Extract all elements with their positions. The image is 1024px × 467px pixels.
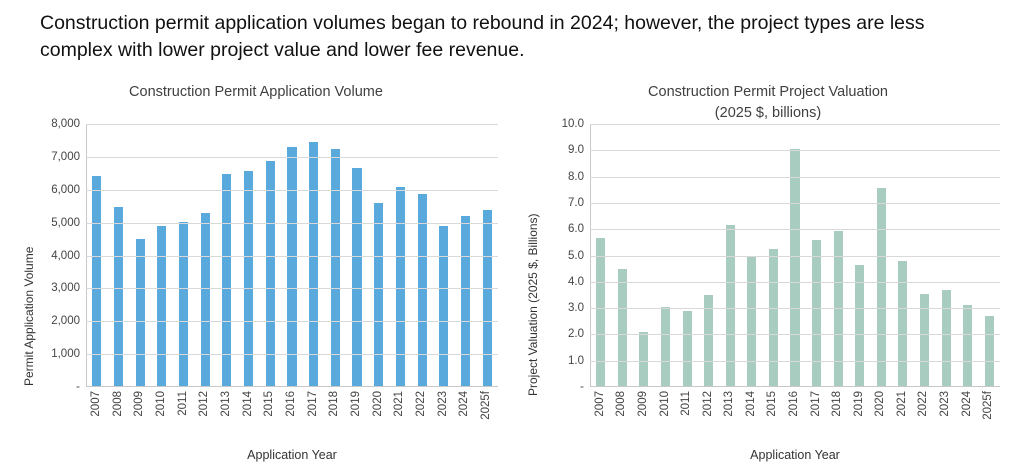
gridline (86, 288, 498, 289)
bar (985, 316, 994, 387)
gridline (590, 361, 1000, 362)
gridline (590, 256, 1000, 257)
gridline (590, 282, 1000, 283)
bar (726, 225, 735, 387)
bar (114, 207, 123, 387)
bar (855, 265, 864, 387)
x-tick-label: 2022 (917, 391, 930, 417)
y-tick-label: 6.0 (568, 223, 584, 236)
chart-title-left-line1: Construction Permit Application Volume (129, 84, 383, 100)
bar (201, 213, 210, 387)
y-tick-label: 1.0 (568, 354, 584, 367)
bar (92, 176, 101, 387)
bar (483, 210, 492, 387)
y-tick-label: 2.0 (568, 328, 584, 341)
x-tick-label: 2013 (219, 391, 232, 417)
x-tick-label: 2008 (615, 391, 628, 417)
bar (877, 188, 886, 387)
plot-area-left (51, 118, 498, 420)
bar (747, 257, 756, 387)
x-tick-label: 2007 (593, 391, 606, 417)
gridline (590, 203, 1000, 204)
gridline (590, 124, 1000, 125)
chart-permit-application-volume (0, 76, 512, 467)
x-tick-label: 2014 (744, 391, 757, 417)
bar (942, 290, 951, 387)
x-tick-label: 2010 (658, 391, 671, 417)
x-tick-label: 2022 (415, 391, 428, 417)
y-tick-label: 10.0 (561, 118, 584, 130)
bar (287, 147, 296, 387)
page-title: Construction permit application volumes began to rebound in 2024; however, the project types are less complex with lower project value and lower fee revenue. (40, 12, 925, 61)
y-tick-label: 6,000 (51, 183, 80, 196)
bar (179, 222, 188, 387)
gridline (590, 150, 1000, 151)
y-tick-label: 8.0 (568, 170, 584, 183)
x-tick-label: 2012 (198, 391, 211, 417)
gridline (86, 223, 498, 224)
y-tick-label: 4,000 (51, 249, 80, 262)
x-tick-label: 2023 (939, 391, 952, 417)
bar (683, 311, 692, 387)
x-axis-title-left: Application Year (247, 448, 337, 462)
y-tick-label: 9.0 (568, 144, 584, 157)
gridline (86, 321, 498, 322)
x-tick-label: 2014 (241, 391, 254, 417)
chart-title-left (0, 82, 512, 103)
x-tick-label: 2018 (328, 391, 341, 417)
chart-title-right (512, 82, 1024, 124)
x-tick-label: 2008 (111, 391, 124, 417)
bar (812, 240, 821, 387)
bar (618, 269, 627, 387)
x-tick-label: 2021 (393, 391, 406, 417)
y-tick-label: 7.0 (568, 196, 584, 209)
x-tick-labels-right (590, 387, 1000, 439)
gridline (590, 308, 1000, 309)
bar (136, 239, 145, 387)
bar (661, 307, 670, 387)
x-tick-label: 2016 (285, 391, 297, 417)
bar (769, 249, 778, 387)
x-tick-label: 2019 (350, 391, 363, 417)
x-tick-label: 2023 (436, 391, 449, 417)
y-tick-label: 5,000 (51, 216, 80, 229)
gridline (590, 334, 1000, 335)
x-tick-label: 2019 (852, 391, 865, 417)
x-axis-title-right: Application Year (750, 448, 840, 462)
bar (596, 238, 605, 387)
y-tick-label: - (580, 381, 584, 393)
bar (331, 149, 340, 387)
y-tick-label: 7,000 (51, 150, 80, 163)
chart-title-right-line2: (2025 $, billions) (714, 105, 822, 121)
x-tick-label: 2017 (809, 391, 822, 417)
bar (266, 161, 275, 387)
gridline (86, 157, 498, 158)
y-tick-label: 3,000 (51, 282, 80, 295)
y-tick-label: - (76, 381, 80, 393)
x-tick-label: 2016 (788, 391, 800, 417)
gridline (86, 354, 498, 355)
x-tick-label: 2013 (723, 391, 736, 417)
y-axis-title-right: Project Valuation (2025 $, Billions) (526, 213, 540, 396)
x-tick-label: 2009 (636, 391, 649, 417)
bar (439, 226, 448, 387)
y-tick-label: 2,000 (51, 315, 80, 328)
y-tick-label: 8,000 (51, 118, 80, 130)
charts-container (0, 76, 1024, 467)
gridline (86, 256, 498, 257)
x-tick-label: 2021 (895, 391, 908, 417)
bar (461, 216, 470, 387)
x-tick-label: 2024 (960, 391, 973, 417)
x-tick-label: 2020 (874, 391, 887, 417)
gridline (86, 124, 498, 125)
gridline (590, 229, 1000, 230)
y-tick-label: 5.0 (568, 249, 584, 262)
x-tick-label: 2007 (89, 391, 102, 417)
x-tick-label: 2010 (154, 391, 167, 417)
x-tick-label: 2024 (458, 391, 471, 417)
x-tick-label: 2025f (480, 391, 493, 420)
bar (790, 149, 799, 387)
chart-title-right-line1: Construction Permit Project Valuation (648, 84, 888, 100)
x-tick-label: 2025f (982, 391, 995, 420)
x-tick-label: 2011 (176, 391, 189, 416)
x-tick-label: 2017 (306, 391, 319, 417)
chart-permit-project-valuation (512, 76, 1024, 467)
gridline (590, 177, 1000, 178)
x-tick-label: 2018 (831, 391, 844, 417)
x-tick-label: 2015 (766, 391, 779, 417)
bar (639, 332, 648, 387)
y-tick-label: 4.0 (568, 275, 584, 288)
y-tick-label: 1,000 (51, 348, 80, 361)
bar (374, 203, 383, 387)
bar (309, 142, 318, 387)
x-tick-label: 2009 (133, 391, 146, 417)
plot-area-right (561, 118, 1000, 420)
bar (963, 305, 972, 387)
bar (898, 261, 907, 387)
y-tick-label: 3.0 (568, 302, 584, 315)
bar (396, 187, 405, 387)
x-tick-labels-left (86, 387, 498, 439)
x-tick-label: 2015 (263, 391, 276, 417)
x-tick-label: 2012 (701, 391, 714, 417)
x-tick-label: 2020 (371, 391, 384, 417)
y-axis-title-left: Permit Application Volume (22, 246, 36, 386)
x-tick-label: 2011 (680, 391, 693, 416)
gridline (86, 190, 498, 191)
bar (157, 226, 166, 387)
